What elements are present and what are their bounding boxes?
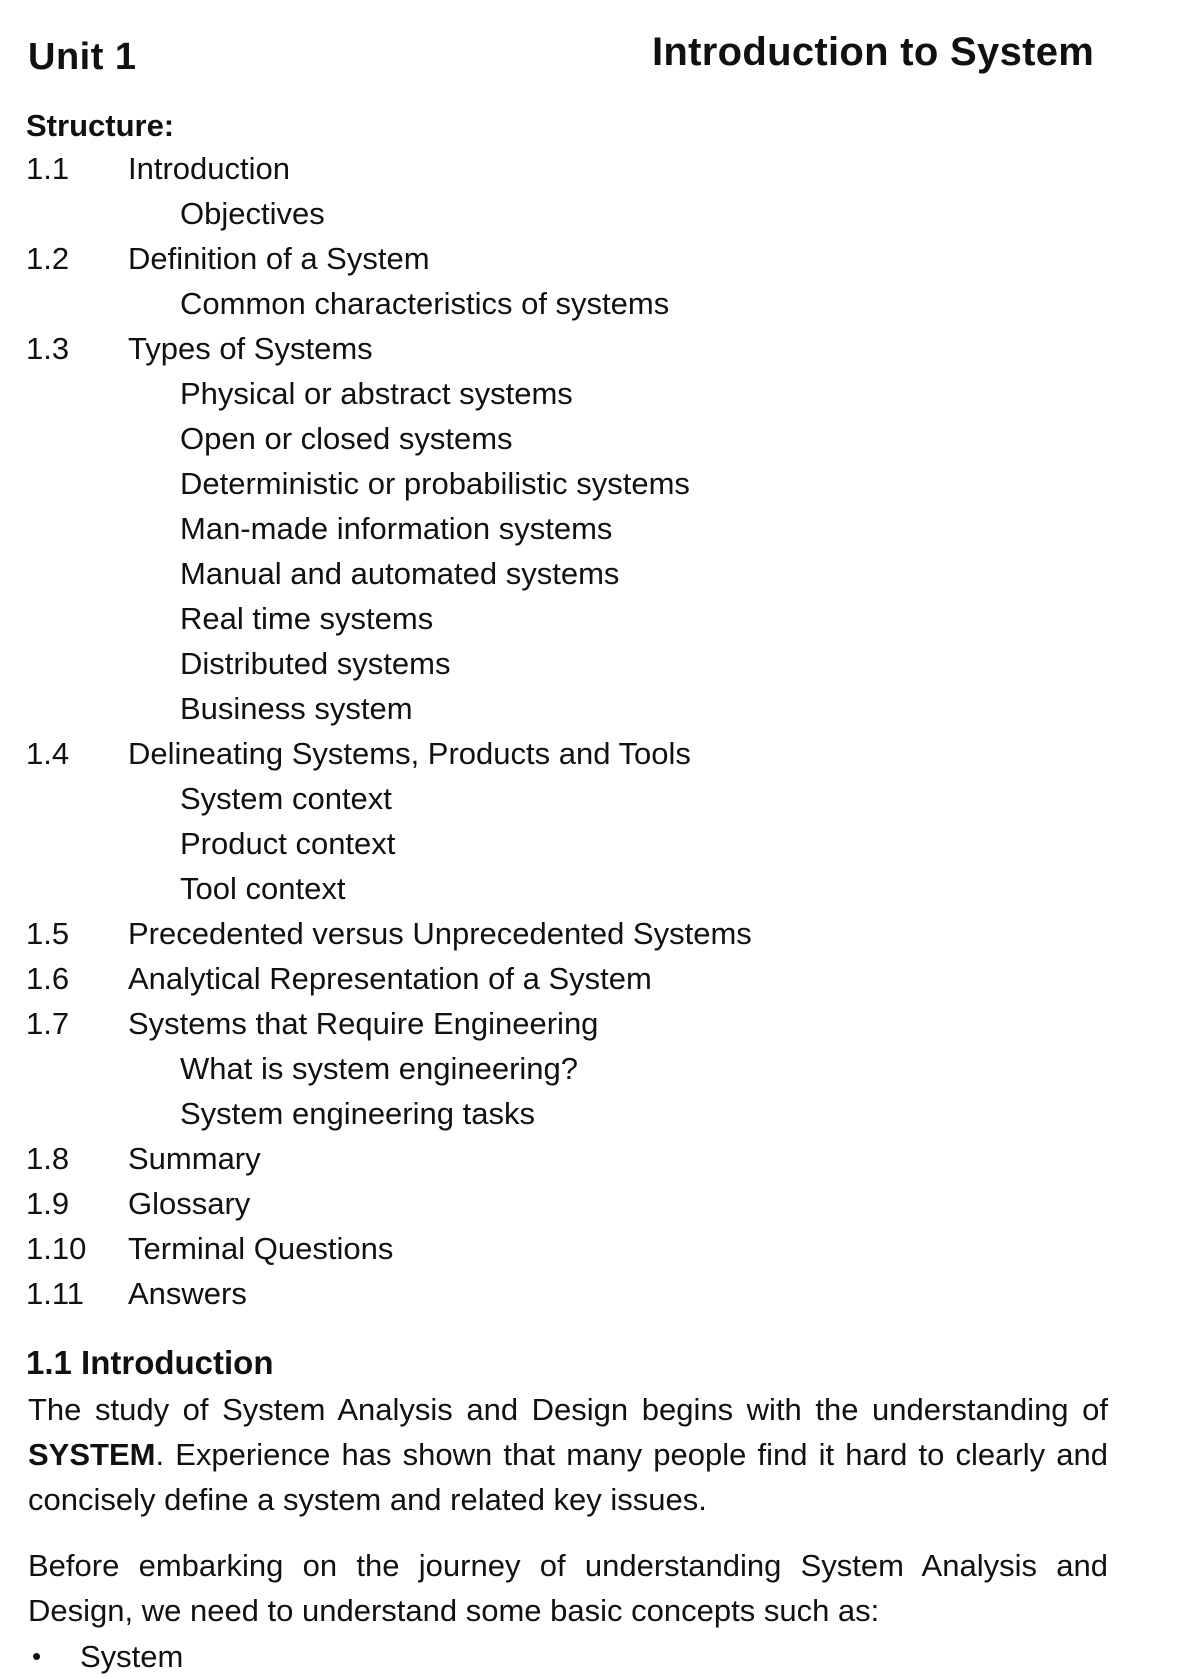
toc-subentry <box>26 281 1146 326</box>
toc-entry-number: 1.1 <box>26 151 70 186</box>
toc-entry <box>26 1226 1146 1271</box>
toc-subentry-title: Distributed systems <box>180 646 451 681</box>
toc-entry-number: 1.4 <box>26 736 70 771</box>
toc-subentry-title: Common characteristics of systems <box>180 286 670 321</box>
toc-subentry <box>26 776 1146 821</box>
toc-entry-number: 1.10 <box>26 1231 87 1266</box>
toc-subentry <box>26 416 1146 461</box>
toc-entry <box>26 911 1146 956</box>
concept-bullet-list <box>28 1634 183 1679</box>
toc-entry <box>26 1271 1146 1316</box>
structure-label: Structure: <box>26 108 175 143</box>
toc-subentry <box>26 551 1146 596</box>
toc-entry <box>26 1181 1146 1226</box>
bullet-text: System <box>80 1639 184 1674</box>
toc-entry-title: Summary <box>128 1141 261 1176</box>
toc-subentry-title: System context <box>180 781 392 816</box>
intro-paragraph-2: Before embarking on the journey of understanding System Analysis and Design, we need to understand some basic concepts such as: <box>28 1548 1108 1628</box>
toc-entry <box>26 326 1146 371</box>
toc-entry-title: Delineating Systems, Products and Tools <box>128 736 691 771</box>
toc-subentry-title: Manual and automated systems <box>180 556 620 591</box>
toc-entry-title: Answers <box>128 1276 247 1311</box>
toc-entry-number: 1.9 <box>26 1186 70 1221</box>
section-heading: 1.1 Introduction <box>26 1344 274 1381</box>
toc-entry <box>26 146 1146 191</box>
toc-entry-number: 1.5 <box>26 916 70 951</box>
toc-subentry-title: Deterministic or probabilistic systems <box>180 466 690 501</box>
toc-entry-title: Types of Systems <box>128 331 373 366</box>
toc-subentry-title: Product context <box>180 826 396 861</box>
toc-subentry <box>26 596 1146 641</box>
toc-subentry-title: Physical or abstract systems <box>180 376 573 411</box>
toc-entry-title: Systems that Require Engineering <box>128 1006 599 1041</box>
intro-paragraph-1 <box>28 1387 1108 1522</box>
toc-entry <box>26 956 1146 1001</box>
toc-subentry-title: Real time systems <box>180 601 434 636</box>
unit-label: Unit 1 <box>28 36 137 78</box>
unit-title: Introduction to System <box>652 30 1095 74</box>
paragraph-lead-text: The study of System Analysis and Design begins with the understanding of <box>28 1392 1108 1427</box>
toc-subentry <box>26 821 1146 866</box>
toc-subentry-title: System engineering tasks <box>180 1096 535 1131</box>
keyword-system: SYSTEM <box>28 1437 156 1472</box>
table-of-contents <box>26 146 1146 1316</box>
bullet-item <box>28 1634 183 1679</box>
toc-entry <box>26 1136 1146 1181</box>
toc-entry-number: 1.11 <box>26 1276 85 1311</box>
toc-entry-title: Glossary <box>128 1186 251 1221</box>
toc-subentry-title: Man-made information systems <box>180 511 613 546</box>
paragraph-rest-text: . Experience has shown that many people find it hard to clearly and concisely define a system and related key issues. <box>28 1437 1108 1517</box>
toc-subentry <box>26 191 1146 236</box>
toc-subentry <box>26 1091 1146 1136</box>
toc-entry-number: 1.6 <box>26 961 70 996</box>
toc-subentry-title: What is system engineering? <box>180 1051 579 1086</box>
toc-subentry <box>26 1046 1146 1091</box>
toc-subentry-title: Open or closed systems <box>180 421 513 456</box>
toc-subentry-title: Objectives <box>180 196 325 231</box>
toc-subentry <box>26 506 1146 551</box>
toc-entry <box>26 731 1146 776</box>
toc-entry-number: 1.7 <box>26 1006 70 1041</box>
toc-subentry <box>26 866 1146 911</box>
toc-subentry <box>26 641 1146 686</box>
toc-entry-title: Terminal Questions <box>128 1231 394 1266</box>
toc-subentry <box>26 686 1146 731</box>
toc-entry-title: Definition of a System <box>128 241 430 276</box>
toc-entry <box>26 236 1146 281</box>
toc-entry-title: Introduction <box>128 151 290 186</box>
toc-subentry-title: Business system <box>180 691 413 726</box>
bullet-dot-icon: • <box>32 1641 42 1671</box>
toc-entry <box>26 1001 1146 1046</box>
toc-entry-number: 1.8 <box>26 1141 70 1176</box>
toc-subentry <box>26 371 1146 416</box>
toc-entry-title: Analytical Representation of a System <box>128 961 652 996</box>
toc-subentry <box>26 461 1146 506</box>
toc-entry-number: 1.2 <box>26 241 70 276</box>
toc-entry-title: Precedented versus Unprecedented Systems <box>128 916 752 951</box>
toc-entry-number: 1.3 <box>26 331 70 366</box>
toc-subentry-title: Tool context <box>180 871 346 906</box>
